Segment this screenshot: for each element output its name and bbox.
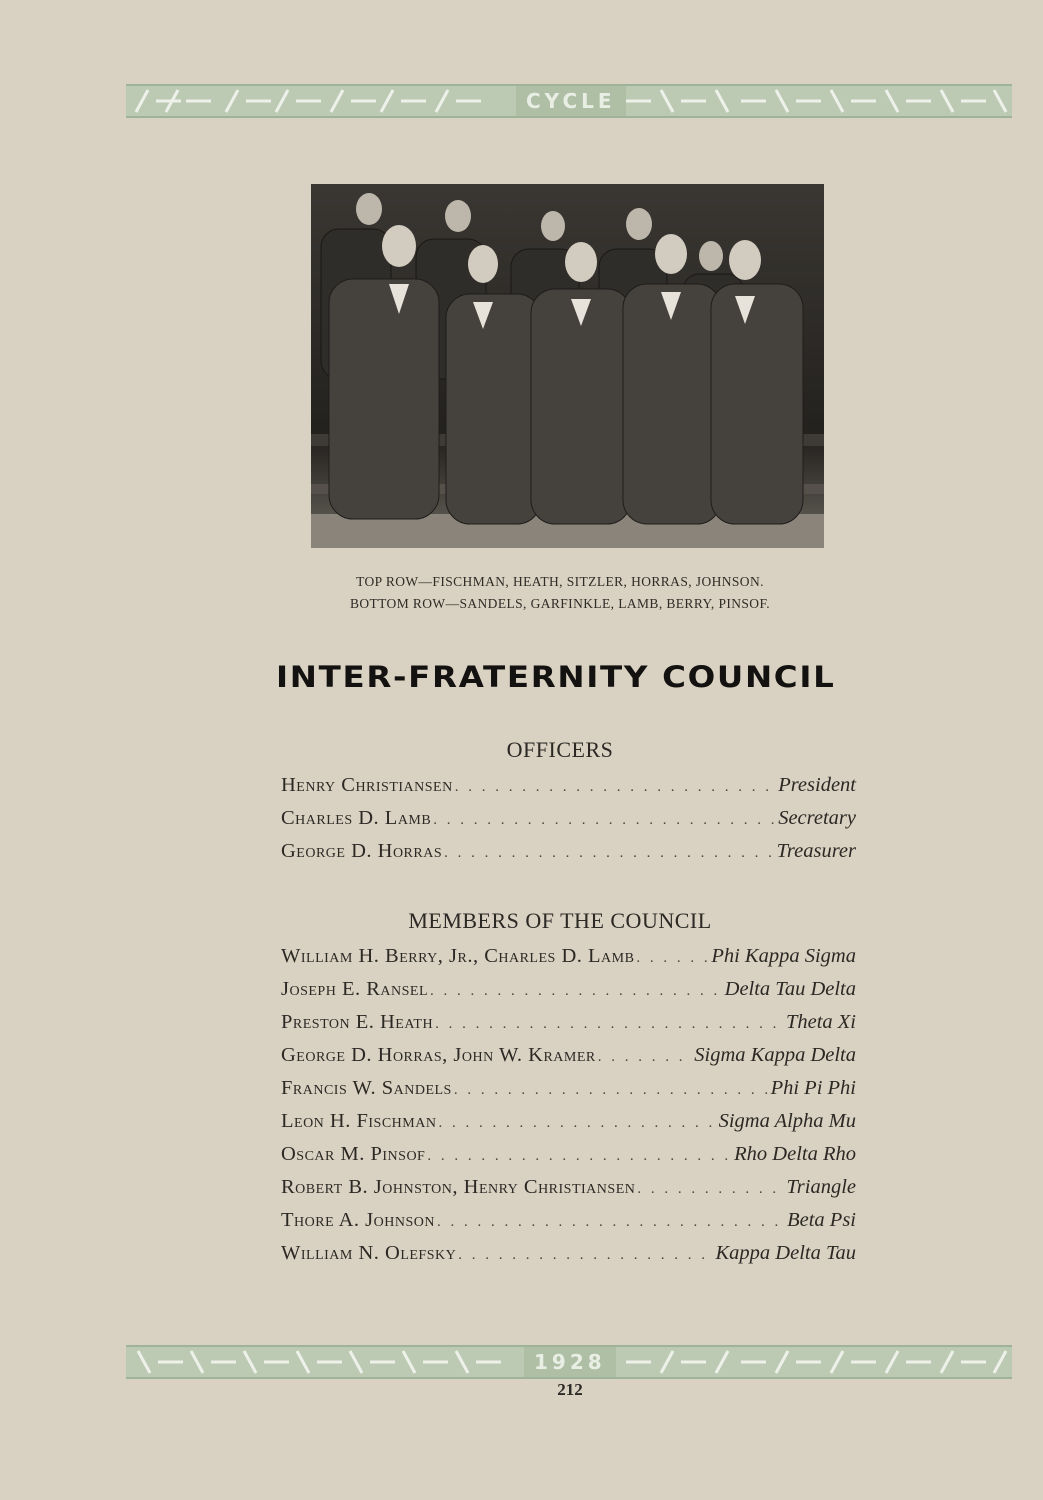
officer-name: George D. Horras xyxy=(281,840,443,862)
member-row xyxy=(281,945,856,975)
member-row xyxy=(281,1242,856,1272)
leader-dots xyxy=(435,1016,784,1033)
footer-banner xyxy=(126,1345,1012,1379)
member-fraternity: Phi Kappa Sigma xyxy=(711,945,856,967)
member-name: William H. Berry, Jr., Charles D. Lamb xyxy=(281,945,635,967)
leader-dots xyxy=(430,983,723,1000)
group-photo-image xyxy=(311,184,824,548)
leader-dots xyxy=(437,1214,785,1231)
page-number: 212 xyxy=(557,1380,583,1399)
member-name: Robert B. Johnston, Henry Christiansen xyxy=(281,1176,636,1198)
member-row xyxy=(281,1011,856,1041)
member-name: George D. Horras, John W. Kramer xyxy=(281,1044,596,1066)
member-name: Oscar M. Pinsof xyxy=(281,1143,426,1165)
leader-dots xyxy=(433,812,776,829)
officers-heading: OFFICERS xyxy=(506,737,614,762)
member-fraternity: Delta Tau Delta xyxy=(724,978,856,1000)
page-title: INTER-FRATERNITY COUNCIL xyxy=(276,660,836,694)
leader-dots xyxy=(427,1148,732,1165)
member-fraternity: Sigma Alpha Mu xyxy=(718,1110,856,1132)
member-name: William N. Olefsky xyxy=(281,1242,457,1264)
leader-dots xyxy=(458,1247,713,1264)
members-heading: MEMBERS OF THE COUNCIL xyxy=(408,908,712,933)
officer-name: Charles D. Lamb xyxy=(281,807,432,829)
leader-dots xyxy=(444,845,775,862)
group-photo xyxy=(311,184,824,548)
leader-dots xyxy=(637,1181,784,1198)
member-name: Leon H. Fischman xyxy=(281,1110,437,1132)
header-banner-text: CYCLE xyxy=(516,86,626,116)
officer-role: President xyxy=(778,774,856,796)
officer-row xyxy=(281,774,856,804)
photo-caption-top-row: TOP ROW—FISCHMAN, HEATH, SITZLER, HORRAS, JOHNSON. xyxy=(356,574,764,589)
member-fraternity: Beta Psi xyxy=(787,1209,856,1231)
member-fraternity: Phi Pi Phi xyxy=(770,1077,856,1099)
member-name: Joseph E. Ransel xyxy=(281,978,429,1000)
officer-row xyxy=(281,807,856,837)
member-row xyxy=(281,1110,856,1140)
member-row xyxy=(281,978,856,1008)
member-row xyxy=(281,1209,856,1239)
officer-role: Treasurer xyxy=(776,840,856,862)
photo-caption-bottom-row: BOTTOM ROW—SANDELS, GARFINKLE, LAMB, BERRY, PINSOF. xyxy=(349,596,771,611)
leader-dots xyxy=(438,1115,716,1132)
member-fraternity: Triangle xyxy=(786,1176,856,1198)
member-fraternity: Theta Xi xyxy=(785,1011,856,1033)
member-name: Francis W. Sandels xyxy=(281,1077,452,1099)
member-fraternity: Kappa Delta Tau xyxy=(715,1242,856,1264)
member-row xyxy=(281,1044,856,1074)
officer-row xyxy=(281,840,856,870)
member-fraternity: Rho Delta Rho xyxy=(734,1143,856,1165)
member-fraternity: Sigma Kappa Delta xyxy=(694,1044,856,1066)
member-row xyxy=(281,1143,856,1173)
member-name: Thore A. Johnson xyxy=(281,1209,435,1231)
member-row xyxy=(281,1077,856,1107)
member-name: Preston E. Heath xyxy=(281,1011,434,1033)
header-banner xyxy=(126,84,1012,118)
leader-dots xyxy=(454,1082,769,1099)
member-row xyxy=(281,1176,856,1206)
footer-banner-text: 1928 xyxy=(524,1347,616,1377)
officer-name: Henry Christiansen xyxy=(281,774,453,796)
leader-dots xyxy=(598,1049,693,1066)
officer-role: Secretary xyxy=(778,807,856,829)
leader-dots xyxy=(636,950,709,967)
leader-dots xyxy=(455,779,776,796)
